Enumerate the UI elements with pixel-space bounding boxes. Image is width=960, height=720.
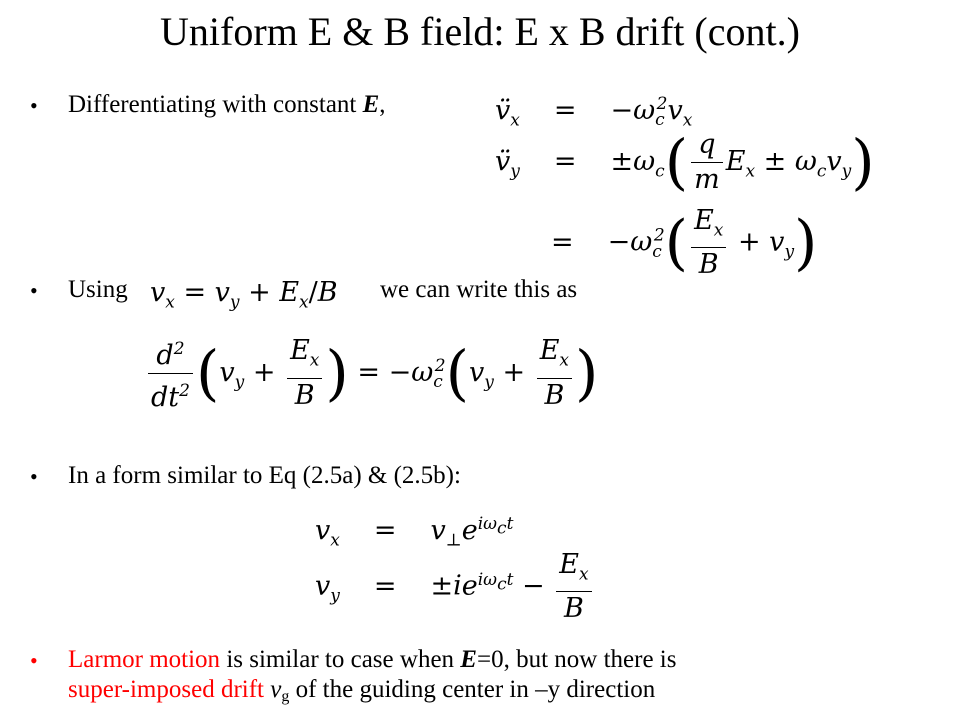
equation-vy-ddot: $v̈_y = \pm\omega_c$( $\frac{q}{m}$ $E_x \pm \omega_cv_y$) xyxy=(495,127,875,198)
bullet-4-mid1: is similar to case when xyxy=(220,646,461,673)
bullet-4 xyxy=(68,645,948,712)
bullet-4-mid2: =0, but now there is xyxy=(476,646,677,673)
bullet-1-comma: , xyxy=(379,91,386,118)
bullet-2-pre: Using xyxy=(68,276,128,303)
bullet-3: In a form similar to Eq (2.5a) & (2.5b): xyxy=(68,462,461,489)
superimposed-drift-text: super-imposed drift xyxy=(68,676,264,703)
equation-second-derivative: $\frac{d^2}{dt^2}$ ($v_y$ + $\frac{E_x}{B}$ ) = $-\omega_c^2(v_y$ + $\frac{E_x}{B}$ ) xyxy=(145,332,598,415)
bullet-dot: • xyxy=(30,464,38,489)
bullet-1 xyxy=(68,90,386,120)
equation-vy-ddot-2: = $-\omega_c^2$( $\frac{E_x}{B}$ + $v_y$) xyxy=(551,205,818,281)
equation-vx-solution: $v_x = v_\perp e^{i\omega_ct}$ xyxy=(315,514,514,551)
bullet-1-text: Differentiating with constant xyxy=(68,91,357,118)
equation-vy-solution: $v_y = \pm ie^{i\omega_ct}$ − $\frac{E_x}{B}$ xyxy=(315,548,595,626)
bullet-2 xyxy=(68,275,128,305)
equation-vx-substitution: $v_x = v_y + E_x/B$ xyxy=(150,277,338,313)
bullet-dot: • xyxy=(30,648,38,673)
bullet-dot: • xyxy=(30,278,38,303)
bullet-4-end: of the guiding center in –y direction xyxy=(289,676,656,703)
larmor-motion-text: Larmor motion xyxy=(68,646,221,673)
bullet-dot: • xyxy=(30,93,38,118)
slide-title: Uniform E & B field: E x B drift (cont.) xyxy=(160,9,800,54)
drift-velocity-symbol: v xyxy=(270,676,282,703)
bullet-2-post: we can write this as xyxy=(380,276,578,303)
drift-velocity-subscript: g xyxy=(281,688,290,705)
bullet-1-E: E xyxy=(362,91,380,118)
equation-vx-ddot: $v̈_x = -\omega_c^2v_x$ xyxy=(495,94,693,131)
bullet-4-E: E xyxy=(460,646,477,673)
